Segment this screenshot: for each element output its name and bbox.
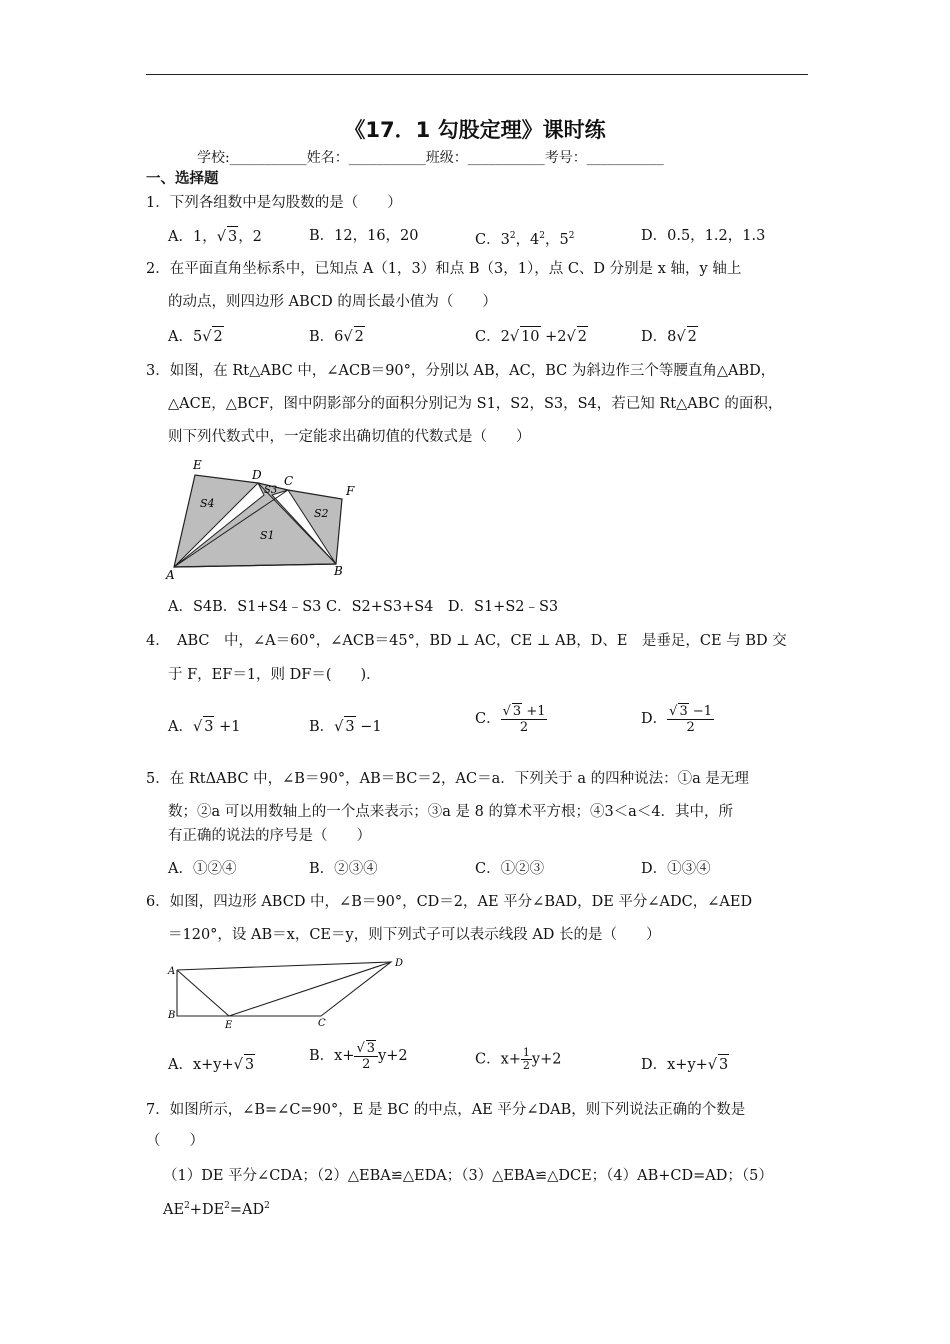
q5-stem-line3: 有正确的说法的序号是（ ） <box>168 828 371 844</box>
q5-option-a[interactable]: A．①②④ <box>168 861 237 877</box>
q2-stem-line1: 2．在平面直角坐标系中，已知点 A（1，3）和点 B（3，1），点 C、D 分别是 x 轴，y 轴上 <box>146 261 742 277</box>
q3-label-s3: S3 <box>264 485 278 496</box>
q4-option-d[interactable]: D． √ $\frac{3 -1}{2}$ <box>641 703 714 735</box>
q5-stem-line1: 5．在 RtΔABC 中，∠B＝90°，AB＝BC＝2，AC＝a．下列关于 a 的四种说法：①a 是无理 <box>146 771 749 787</box>
section-heading: 一、选择题 <box>146 171 219 187</box>
q6-label-c: C <box>318 1018 326 1029</box>
q6-stem-line1: 6．如图，四边形 ABCD 中，∠B＝90°，CD＝2，AE 平分∠BAD，DE 平分∠ADC，∠AED <box>146 894 753 910</box>
q7-statements-line1: （1）DE 平分∠CDA；（2）△EBA≌△EDA；（3）△EBA≌△DCE；（4）AB+CD=AD；（5） <box>163 1168 773 1184</box>
q2-option-c[interactable]: C．2√ 10 +2√ 2 <box>475 326 588 347</box>
q3-label-c: C <box>284 474 294 488</box>
q6-figure <box>165 952 415 1032</box>
q6-shape-quad <box>177 962 391 1016</box>
q1-option-a[interactable]: A．1，√ 3，2 <box>168 226 262 247</box>
q6-line-ae <box>177 970 229 1016</box>
page-title: 《17．1 勾股定理》课时练 <box>344 118 606 142</box>
q3-stem-line3: 则下列代数式中，一定能求出确切值的代数式是（ ） <box>168 429 531 445</box>
exam-label: 考号： <box>544 150 587 166</box>
q6-option-c[interactable]: C．x+ $\frac{1}{2}$ y+2 <box>475 1046 562 1072</box>
q5-option-c[interactable]: C．①②③ <box>475 861 545 877</box>
q1-stem: 1．下列各组数中是勾股数的是（ ） <box>146 195 402 211</box>
q3-label-d: D <box>252 468 262 482</box>
student-info <box>197 147 664 167</box>
school-blank[interactable]: ___________ <box>229 150 307 166</box>
class-label: 班级： <box>425 150 468 166</box>
school-label: 学校: <box>197 150 230 166</box>
q5-stem-line2: 数；②a 可以用数轴上的一个点来表示；③a 是 8 的算术平方根；④3＜a＜4．其中，所 <box>168 804 734 820</box>
q3-label-f: F <box>346 484 355 498</box>
q3-label-a: A <box>166 568 175 582</box>
name-label: 姓名： <box>306 150 349 166</box>
class-blank[interactable]: ___________ <box>467 150 545 166</box>
q4-stem-line1: 4． ABC 中，∠A＝60°，∠ACB＝45°，BD ⊥ AC，CE ⊥ AB，D、E 是垂足，CE 与 BD 交 <box>146 633 787 649</box>
q2-option-d[interactable]: D．8√ 2 <box>641 326 698 347</box>
q3-label-s4: S4 <box>200 497 215 510</box>
q2-option-b[interactable]: B．6√ 2 <box>309 326 365 347</box>
q5-option-b[interactable]: B．②③④ <box>309 861 378 877</box>
q1-option-d[interactable]: D．0.5，1.2，1.3 <box>641 228 766 244</box>
q3-options[interactable]: A．S4B．S1+S4﹣S3 C．S2+S3+S4 D．S1+S2﹣S3 <box>168 599 559 615</box>
q1-option-b[interactable]: B．12，16，20 <box>309 228 419 244</box>
q7-stem-line2: （ ） <box>146 1133 204 1149</box>
q3-label-s2: S2 <box>314 507 329 520</box>
q7-stem-line1: 7．如图所示，∠B=∠C=90°，E 是 BC 的中点，AE 平分∠DAB，则下列说法正确的个数是 <box>146 1102 746 1118</box>
q3-label-e: E <box>193 458 202 472</box>
q7-statements-line2: $AE^2+DE^2=AD^2$ <box>163 1201 270 1218</box>
q3-figure <box>160 455 370 585</box>
q6-stem-line2: ＝120°，设 AB＝x，CE＝y，则下列式子可以表示线段 AD 长的是（ ） <box>168 927 661 943</box>
q4-option-c[interactable]: C． √ $\frac{3 +1}{2}$ <box>475 703 547 735</box>
q6-option-d[interactable]: D．x+y+√ 3 <box>641 1054 729 1075</box>
q1-option-c[interactable]: C．$3^2$，$4^2$，$5^2$ <box>475 231 575 248</box>
q3-stem-line1: 3．如图，在 Rt△ABC 中，∠ACB＝90°，分别以 AB，AC，BC 为斜边作三个等腰直角△ABD， <box>146 363 776 379</box>
q3-label-s1: S1 <box>260 529 275 542</box>
q2-option-a[interactable]: A．5√ 2 <box>168 326 224 347</box>
q3-stem-line2: △ACE，△BCF，图中阴影部分的面积分别记为 S1，S2，S3，S4，若已知 Rt△ABC 的面积， <box>168 396 783 412</box>
q6-label-b: B <box>168 1010 176 1021</box>
name-blank[interactable]: ___________ <box>348 150 426 166</box>
q6-label-d: D <box>395 958 404 969</box>
header-rule <box>146 74 808 75</box>
q6-line-ed <box>229 962 391 1016</box>
q4-option-a[interactable]: A．√ 3 +1 <box>168 716 240 737</box>
q6-label-a: A <box>168 966 176 977</box>
q2-stem-line2: 的动点，则四边形 ABCD 的周长最小值为（ ） <box>168 294 497 310</box>
q4-option-b[interactable]: B．√ 3 −1 <box>309 716 382 737</box>
q3-label-b: B <box>334 564 343 578</box>
q6-label-e: E <box>225 1020 233 1031</box>
q6-option-b[interactable]: B．x+ √ $\frac{3}{2}$ y+2 <box>309 1040 408 1072</box>
q4-stem-line2: 于 F，EF＝1，则 DF＝( )． <box>168 667 381 683</box>
q5-option-d[interactable]: D．①③④ <box>641 861 711 877</box>
exam-blank[interactable]: ___________ <box>586 150 664 166</box>
q6-option-a[interactable]: A．x+y+√ 3 <box>168 1054 255 1075</box>
